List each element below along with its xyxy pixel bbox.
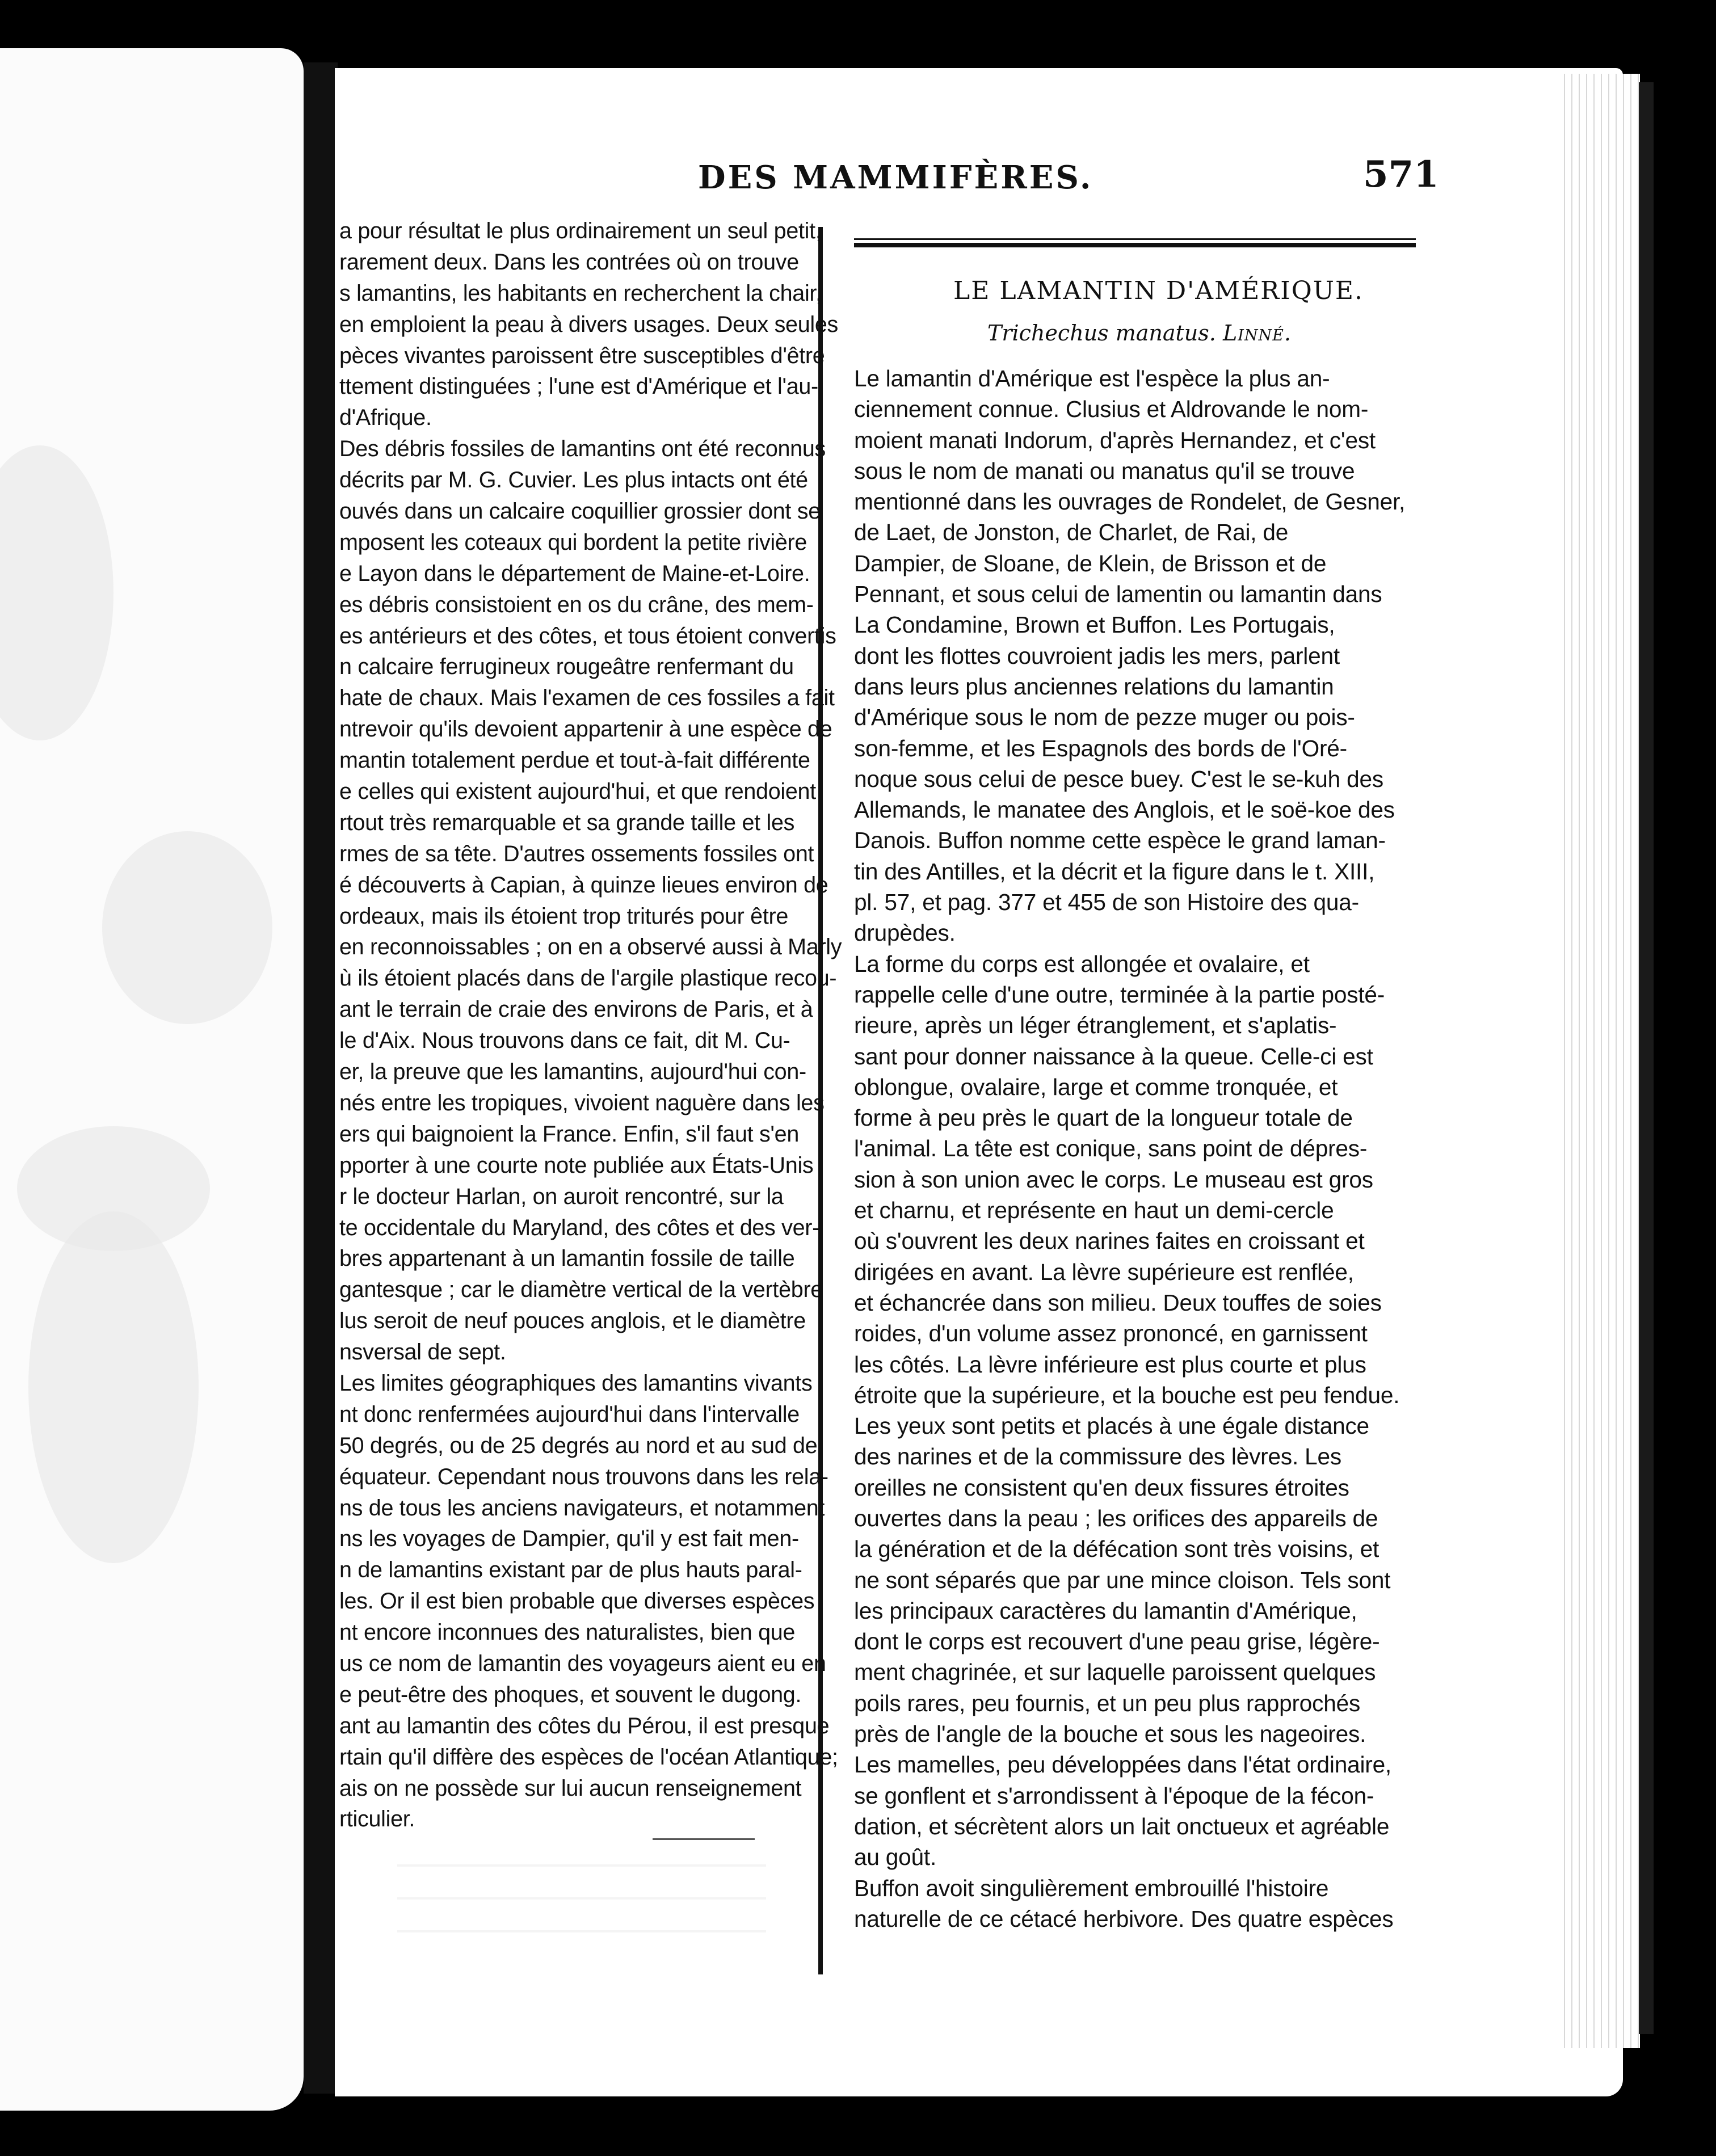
text-line: é découverts à Capian, à quinze lieues environ de xyxy=(339,872,828,898)
text-line: es antérieurs et des côtes, et tous étoient convertis xyxy=(339,623,836,649)
text-line: en emploient la peau à divers usages. Deux seules xyxy=(339,311,838,337)
text-line: a pour résultat le plus ordinairement un seul petit, xyxy=(339,218,822,243)
text-line: mentionné dans les ouvrages de Rondelet, de Gesner, xyxy=(854,489,1406,515)
text-line: Dampier, de Sloane, de Klein, de Brisson et de xyxy=(854,550,1327,576)
text-line: dirigées en avant. La lèvre supérieure est renflée, xyxy=(854,1258,1354,1285)
text-line: les principaux caractères du lamantin d'Amérique, xyxy=(854,1597,1357,1624)
right-column-text xyxy=(854,363,1406,1934)
text-line: s lamantins, les habitants en recherchent la chair, xyxy=(339,280,822,306)
text-line: ordeaux, mais ils étoient trop triturés pour être xyxy=(339,903,789,929)
text-line: nsversal de sept. xyxy=(339,1340,506,1365)
text-line: rappelle celle d'une outre, terminée à la partie posté- xyxy=(854,981,1385,1008)
text-line: ouvés dans un calcaire coquillier grossier dont se xyxy=(339,499,821,524)
text-line: ns de tous les anciens navigateurs, et notamment xyxy=(339,1495,825,1521)
text-line: ns les voyages de Dampier, qu'il y est fait men- xyxy=(339,1526,799,1552)
left-column-text xyxy=(339,216,842,1835)
text-line: Des débris fossiles de lamantins ont été reconnus xyxy=(339,436,826,462)
text-line: ant le terrain de craie des environs de Paris, et à xyxy=(339,997,813,1022)
text-line: us ce nom de lamantin des voyageurs aient eu en xyxy=(339,1650,826,1676)
text-line: d'Afrique. xyxy=(339,405,432,431)
text-line: er, la preuve que les lamantins, aujourd'hui con- xyxy=(339,1059,806,1085)
text-line: dans leurs plus anciennes relations du lamantin xyxy=(854,673,1334,700)
text-line: n calcaire ferrugineux rougeâtre renfermant du xyxy=(339,654,794,680)
text-line: oreilles ne consistent qu'en deux fissures étroites xyxy=(854,1474,1349,1501)
text-line: étroite que la supérieure, et la bouche est peu fendue. xyxy=(854,1382,1400,1408)
text-line: e peut-être des phoques, et souvent le dugong. xyxy=(339,1682,802,1707)
text-line: rticulier. xyxy=(339,1807,415,1832)
text-line: dation, et sécrètent alors un lait onctueux et agréable xyxy=(854,1813,1390,1839)
text-line: bres appartenant à un lamantin fossile de taille xyxy=(339,1246,795,1271)
text-line: ne sont séparés que par une mince cloison. Tels sont xyxy=(854,1567,1391,1593)
text-line: rarement deux. Dans les contrées où on trouve xyxy=(339,249,799,275)
text-line: nt donc renfermées aujourd'hui dans l'intervalle xyxy=(339,1401,800,1427)
text-line: Allemands, le manatee des Anglois, et le soë-koe des xyxy=(854,797,1395,823)
article-title: LE LAMANTIN D'AMÉRIQUE. xyxy=(953,276,1364,305)
text-line: ers qui baignoient la France. Enfin, s'il faut s'en xyxy=(339,1121,799,1147)
text-line: et charnu, et représente en haut un demi-cercle xyxy=(854,1197,1334,1224)
text-line: au goût. xyxy=(854,1844,937,1871)
text-line: Les yeux sont petits et placés à une égale distance xyxy=(854,1413,1369,1439)
text-line: pporter à une courte note publiée aux États-Unis xyxy=(339,1152,814,1178)
text-line: es débris consistoient en os du crâne, des mem- xyxy=(339,592,814,617)
text-line: sion à son union avec le corps. Le museau est gros xyxy=(854,1166,1373,1193)
text-line: rtout très remarquable et sa grande taille et les xyxy=(339,810,795,835)
show-through-figure xyxy=(102,831,272,1024)
text-line: La Condamine, Brown et Buffon. Les Portugais, xyxy=(854,612,1335,638)
text-line: e Layon dans le département de Maine-et-Loire. xyxy=(339,561,810,586)
text-line: décrits par M. G. Cuvier. Les plus intacts ont été xyxy=(339,468,808,493)
text-line: r le docteur Harlan, on auroit rencontré, sur la xyxy=(339,1184,784,1209)
text-line: oblongue, ovalaire, large et comme tronquée, et xyxy=(854,1073,1338,1100)
text-line: n de lamantins existant par de plus hauts paral- xyxy=(339,1557,802,1583)
text-line: pl. 57, et pag. 377 et 455 de son Histoire des qua- xyxy=(854,889,1359,916)
text-line: tin des Antilles, et la décrit et la figure dans le t. XIII, xyxy=(854,858,1375,885)
page-number: 571 xyxy=(1363,153,1439,196)
text-line: ais on ne possède sur lui aucun renseignement xyxy=(339,1775,802,1801)
text-line: La forme du corps est allongée et ovalaire, et xyxy=(854,950,1310,977)
article-rule xyxy=(854,238,1416,247)
text-line: ntrevoir qu'ils devoient appartenir à une espèce de xyxy=(339,717,832,742)
species-author: Linné. xyxy=(1222,321,1292,346)
text-line: l'animal. La tête est conique, sans point de dépres- xyxy=(854,1135,1368,1162)
text-line: Pennant, et sous celui de lamentin ou lamantin dans xyxy=(854,581,1382,608)
text-line: rmes de sa tête. D'autres ossements fossiles ont xyxy=(339,841,814,866)
text-line: les. Or il est bien probable que diverses espèces xyxy=(339,1589,815,1614)
text-line: dont le corps est recouvert d'une peau grise, légère- xyxy=(854,1628,1380,1655)
text-line: pèces vivantes paroissent être susceptibles d'être xyxy=(339,343,825,368)
text-line: rtain qu'il diffère des espèces de l'océan Atlantique; xyxy=(339,1744,838,1770)
text-line: mantin totalement perdue et tout-à-fait différente xyxy=(339,748,810,773)
text-line: de Laet, de Jonston, de Charlet, de Rai, de xyxy=(854,519,1289,546)
text-line: roides, d'un volume assez prononcé, en garnissent xyxy=(854,1320,1368,1347)
text-line: mposent les coteaux qui bordent la petite rivière xyxy=(339,529,807,555)
show-through-text xyxy=(397,1847,766,1949)
text-line: ciennement connue. Clusius et Aldrovande le nom- xyxy=(854,396,1369,423)
text-line: ttement distinguées ; l'une est d'Amérique et l'au- xyxy=(339,374,818,399)
text-line: sant pour donner naissance à la queue. Celle-ci est xyxy=(854,1043,1373,1069)
text-line: noque sous celui de pesce buey. C'est le se-kuh des xyxy=(854,765,1383,792)
text-line: sous le nom de manati ou manatus qu'il se trouve xyxy=(854,457,1355,484)
species-name: Trichechus manatus. xyxy=(987,321,1216,346)
text-line: gantesque ; car le diamètre vertical de la vertèbre xyxy=(339,1277,823,1303)
text-line: Le lamantin d'Amérique est l'espèce la plus an- xyxy=(854,365,1330,391)
text-line: poils rares, peu fournis, et un peu plus rapprochés xyxy=(854,1690,1361,1716)
text-line: Buffon avoit singulièrement embrouillé l'histoire xyxy=(854,1875,1329,1901)
text-line: hate de chaux. Mais l'examen de ces fossiles a fait xyxy=(339,685,835,711)
text-line: lus seroit de neuf pouces anglois, et le diamètre xyxy=(339,1308,806,1334)
text-line: nt encore inconnues des naturalistes, bien que xyxy=(339,1620,796,1645)
text-line: d'Amérique sous le nom de pezze muger ou pois- xyxy=(854,704,1355,731)
text-line: ant au lamantin des côtes du Pérou, il est presque xyxy=(339,1713,830,1738)
text-line: Danois. Buffon nomme cette espèce le grand laman- xyxy=(854,827,1386,854)
text-line: naturelle de ce cétacé herbivore. Des quatre espèces xyxy=(854,1905,1394,1932)
facing-page xyxy=(0,48,304,2111)
text-line: et échancrée dans son milieu. Deux touffes de soies xyxy=(854,1289,1382,1316)
text-line: te occidentale du Maryland, des côtes et des ver- xyxy=(339,1215,819,1240)
book-gutter xyxy=(304,62,338,2094)
text-line: des narines et de la commissure des lèvres. Les xyxy=(854,1443,1341,1470)
text-line: 50 degrés, ou de 25 degrés au nord et au sud de xyxy=(339,1433,818,1458)
text-line: son-femme, et les Espagnols des bords de l'Oré- xyxy=(854,735,1347,761)
section-end-rule xyxy=(653,1838,755,1840)
text-line: ment chagrinée, et sur laquelle paroissent quelques xyxy=(854,1659,1376,1686)
text-line: équateur. Cependant nous trouvons dans les rela- xyxy=(339,1464,828,1489)
text-line: ouvertes dans la peau ; les orifices des appareils de xyxy=(854,1505,1378,1531)
text-line: moient manati Indorum, d'après Hernandez, et c'est xyxy=(854,427,1376,453)
text-line: dont les flottes couvroient jadis les mers, parlent xyxy=(854,642,1340,669)
text-line: e celles qui existent aujourd'hui, et que rendoient xyxy=(339,779,816,805)
text-line: drupèdes. xyxy=(854,920,956,946)
text-line: Les limites géographiques des lamantins vivants xyxy=(339,1370,813,1396)
text-line: se gonflent et s'arrondissent à l'époque de la fécon- xyxy=(854,1782,1374,1809)
page-block-edges xyxy=(1561,74,1640,2048)
text-line: forme à peu près le quart de la longueur totale de xyxy=(854,1105,1353,1131)
article-subtitle xyxy=(987,321,1292,346)
text-line: le d'Aix. Nous trouvons dans ce fait, dit M. Cu- xyxy=(339,1028,790,1054)
text-line: nés entre les tropiques, vivoient naguère dans les xyxy=(339,1090,825,1115)
text-line: près de l'angle de la bouche et sous les nageoires. xyxy=(854,1721,1366,1747)
text-line: la génération et de la défécation sont très voisins, et xyxy=(854,1536,1379,1563)
show-through-figure xyxy=(28,1211,199,1563)
text-line: ù ils étoient placés dans de l'argile plastique recou- xyxy=(339,966,837,991)
show-through-figure xyxy=(0,445,113,740)
text-line: en reconnoissables ; on en a observé aussi à Marly xyxy=(339,934,842,960)
text-line: Les mamelles, peu développées dans l'état ordinaire, xyxy=(854,1751,1392,1778)
text-line: où s'ouvrent les deux narines faites en croissant et xyxy=(854,1228,1365,1254)
cover-edge xyxy=(1639,82,1654,2034)
text-line: rieure, après un léger étranglement, et s'aplatis- xyxy=(854,1012,1337,1039)
running-head: DES MAMMIFÈRES. xyxy=(698,159,1093,196)
text-line: les côtés. La lèvre inférieure est plus courte et plus xyxy=(854,1351,1366,1378)
